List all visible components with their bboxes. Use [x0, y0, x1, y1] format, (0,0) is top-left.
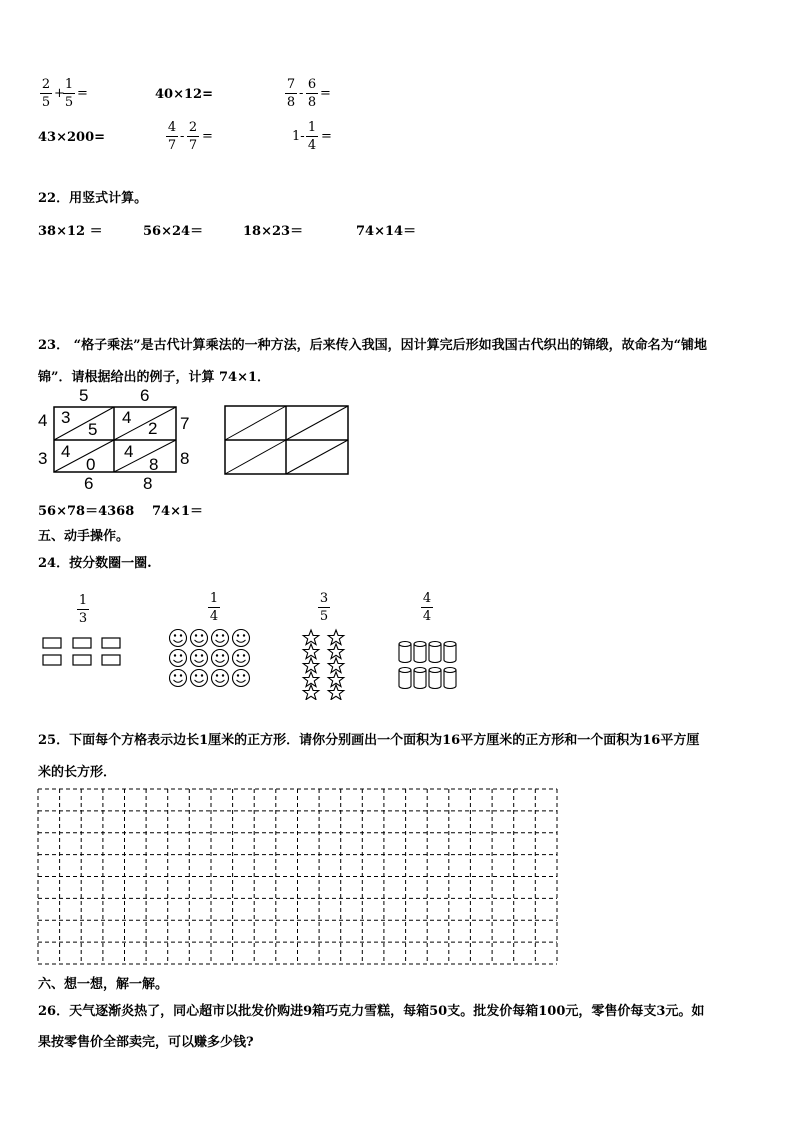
- lattice-top-digit: 6: [140, 386, 150, 405]
- lattice-cell-digit: 4: [61, 442, 71, 461]
- expression: 43×200=: [38, 130, 106, 145]
- lattice-right-digit: 8: [180, 449, 190, 468]
- rectangle-shape: [102, 638, 120, 648]
- cylinder-icon: [399, 642, 411, 663]
- star-icon: [303, 644, 319, 659]
- star-icon: [328, 658, 344, 673]
- rectangles-group: [42, 636, 122, 668]
- section-6-heading: 六、想一想，解一解。: [38, 977, 169, 992]
- smiley-face-icon: [233, 650, 250, 667]
- rectangle-shape: [43, 655, 61, 665]
- smiley-face-icon: [170, 630, 187, 647]
- fraction-label: 1 3: [78, 593, 88, 626]
- lattice-cell-digit: 4: [124, 442, 134, 461]
- star-icon: [328, 644, 344, 659]
- equals: =: [320, 86, 331, 101]
- fraction-label: 4 4: [422, 591, 432, 624]
- equals: =: [202, 129, 213, 144]
- smiley-faces-group: [168, 628, 252, 690]
- lattice-cell-digit: 2: [148, 419, 158, 438]
- smiley-face-icon: [233, 630, 250, 647]
- question-26-line1: 26．天气逐渐炎热了，同心超市以批发价购进9箱巧克力雪糕，每箱50支。批发价每箱100元，零售价每支3元。如: [38, 1004, 705, 1019]
- smiley-face-icon: [212, 670, 229, 687]
- rectangle-shape: [102, 655, 120, 665]
- lattice-cell-digit: 0: [86, 455, 96, 474]
- star-icon: [303, 658, 319, 673]
- fraction: 1 4: [307, 120, 317, 153]
- cylinder-icon: [444, 642, 456, 663]
- lattice-cell-digit: 3: [61, 408, 71, 427]
- question-24-title: 24．按分数圈一圈.: [38, 556, 152, 571]
- rectangle-shape: [73, 638, 91, 648]
- question-26-line2: 果按零售价全部卖完，可以赚多少钱?: [38, 1035, 254, 1050]
- smiley-face-icon: [212, 630, 229, 647]
- fraction: 2 7: [188, 120, 198, 153]
- expression: 40×12=: [155, 87, 213, 102]
- question-25-line2: 米的长方形．: [38, 765, 117, 780]
- lattice-right-digit: 7: [180, 414, 190, 433]
- operator: +: [54, 86, 65, 101]
- smiley-face-icon: [233, 670, 250, 687]
- lattice-example-grid: [53, 406, 178, 474]
- lattice-left-digit: 3: [38, 449, 48, 468]
- vertical-calc-item: 38×12 ＝: [38, 224, 103, 239]
- lattice-top-digit: 5: [79, 386, 89, 405]
- cylinder-icon: [429, 668, 441, 689]
- fraction: 6 8: [307, 77, 317, 110]
- lattice-answer-equation: 74×1＝: [152, 504, 204, 519]
- vertical-calc-item: 74×14＝: [356, 224, 417, 239]
- operator: -: [299, 86, 304, 101]
- vertical-calc-item: 18×23＝: [243, 224, 304, 239]
- smiley-face-icon: [170, 650, 187, 667]
- lattice-bottom-digit: 8: [143, 474, 153, 493]
- lattice-cell-digit: 8: [149, 455, 159, 474]
- smiley-face-icon: [191, 650, 208, 667]
- question-25-line1: 25．下面每个方格表示边长1厘米的正方形．请你分别画出一个面积为16平方厘米的正方形和一个面积为16平方厘: [38, 733, 700, 748]
- rectangle-shape: [43, 638, 61, 648]
- cylinder-icon: [414, 668, 426, 689]
- smiley-face-icon: [191, 670, 208, 687]
- fraction: 4 7: [167, 120, 177, 153]
- lattice-cell-digit: 5: [88, 420, 98, 439]
- lattice-cell-digit: 4: [122, 408, 132, 427]
- vertical-calc-item: 56×24＝: [143, 224, 204, 239]
- question-22-title: 22．用竖式计算。: [38, 191, 148, 206]
- question-23-line1: 23． “格子乘法”是古代计算乘法的一种方法，后来传入我国，因计算完后形如我国古代织出的锦缎，故命名为“铺地: [38, 338, 708, 353]
- question-23-line2: 锦”．请根据给出的例子，计算 74×1．: [38, 370, 271, 385]
- cylinder-icon: [444, 668, 456, 689]
- cylinder-icon: [429, 642, 441, 663]
- star-icon: [303, 630, 319, 645]
- equals: =: [77, 86, 88, 101]
- fraction-label: 3 5: [319, 591, 329, 624]
- lattice-bottom-digit: 6: [84, 474, 94, 493]
- smiley-face-icon: [170, 670, 187, 687]
- cylinder-icon: [414, 642, 426, 663]
- cylinders-group: [397, 640, 461, 692]
- star-icon: [328, 630, 344, 645]
- lattice-blank-grid: [224, 405, 350, 475]
- operator: -: [180, 129, 185, 144]
- lattice-example-equation: 56×78＝4368: [38, 504, 135, 519]
- stars-group: [298, 628, 350, 700]
- smiley-face-icon: [212, 650, 229, 667]
- rectangle-shape: [73, 655, 91, 665]
- lattice-left-digit: 4: [38, 411, 48, 430]
- equals: =: [321, 129, 332, 144]
- dashed-square-grid: [37, 788, 559, 966]
- section-5-heading: 五、动手操作。: [38, 529, 130, 544]
- expression-prefix: 1-: [292, 129, 305, 144]
- cylinder-icon: [399, 668, 411, 689]
- smiley-face-icon: [191, 630, 208, 647]
- fraction-label: 1 4: [209, 591, 219, 624]
- fraction: 7 8: [286, 77, 296, 110]
- fraction: 1 5: [64, 77, 74, 110]
- fraction: 2 5: [41, 77, 51, 110]
